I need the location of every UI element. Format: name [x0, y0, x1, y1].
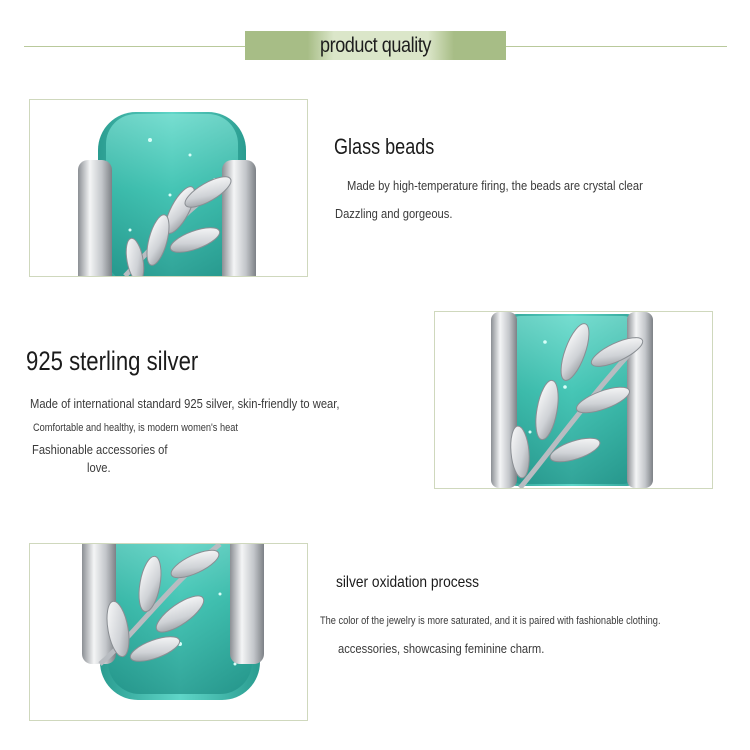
- section-heading-glass-beads: Glass beads: [334, 134, 435, 159]
- silver-oxidation-line-2: accessories, showcasing feminine charm.: [338, 641, 545, 656]
- glass-bead-image: [29, 99, 308, 277]
- sterling-silver-line-1: Made of international standard 925 silver, skin-friendly to wear,: [30, 396, 340, 411]
- bead-illustration-1: [30, 100, 307, 276]
- glass-beads-line-1: Made by high-temperature firing, the beads are crystal clear: [347, 178, 643, 193]
- sterling-silver-line-2: Comfortable and healthy, is modern women's heat: [33, 422, 238, 434]
- bead-illustration-3: [30, 544, 307, 720]
- sterling-silver-line-4: love.: [87, 460, 111, 475]
- bead-illustration-2: [435, 312, 712, 488]
- sterling-silver-image: [434, 311, 713, 489]
- sterling-silver-line-3: Fashionable accessories of: [32, 442, 168, 457]
- page-title: product quality: [319, 34, 432, 57]
- section-heading-silver-oxidation: silver oxidation process: [336, 574, 480, 591]
- silver-oxidation-image: [29, 543, 308, 721]
- header-divider-left: [24, 46, 246, 47]
- header-banner: [245, 31, 506, 60]
- glass-beads-line-2: Dazzling and gorgeous.: [335, 206, 453, 221]
- header-divider-right: [505, 46, 727, 47]
- silver-oxidation-line-1: The color of the jewelry is more saturated, and it is paired with fashionable clothing.: [320, 615, 661, 627]
- section-heading-sterling-silver: 925 sterling silver: [26, 346, 199, 376]
